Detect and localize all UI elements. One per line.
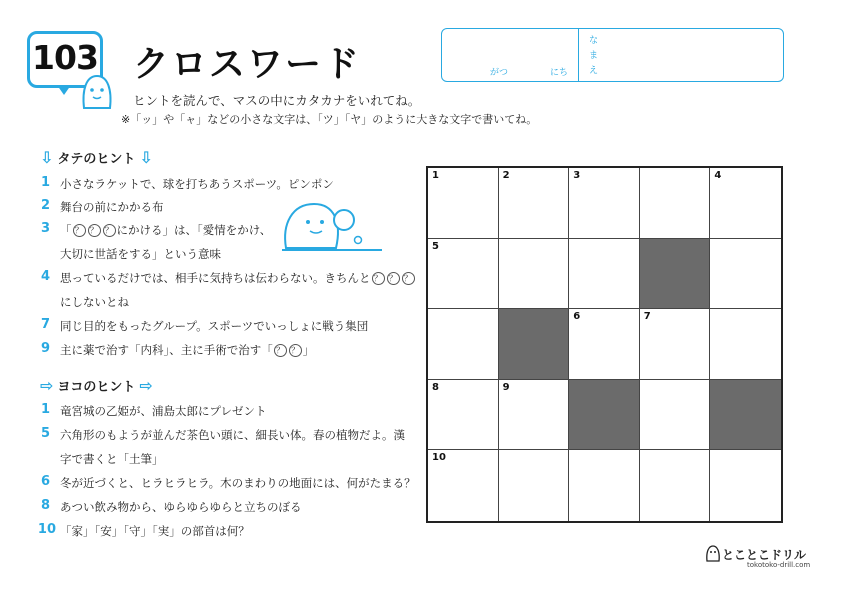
tate-hint-text: 同じ目的をもったグループ。スポーツでいっしょに戦う集団 [60, 319, 369, 333]
tate-hint-text-cont: にしないとね [60, 295, 129, 309]
name-date-box[interactable] [441, 28, 784, 82]
grid-cell[interactable] [569, 309, 640, 380]
tate-hint-text: 主に薬で治す「内科」、主に手術で治す「 ？ ？ 」 [60, 343, 315, 357]
blank-mark: ？ [73, 224, 86, 237]
cell-number: 4 [714, 170, 722, 181]
instruction: ヒントを読んで、マスの中にカタカナをいれてね。 [133, 93, 421, 108]
grid-cell[interactable] [640, 450, 711, 521]
badge-tail [57, 85, 71, 95]
right-arrow-icon: ⇨ [139, 375, 153, 395]
ghost-playing-icon [278, 198, 386, 256]
blank-mark: ？ [88, 224, 101, 237]
grid-cell[interactable] [569, 450, 640, 521]
day-label: にち [550, 68, 569, 78]
blank-mark: ？ [103, 224, 116, 237]
yoko-hint-text-cont: 字で書くと「土筆」 [60, 452, 164, 466]
grid-cell[interactable] [499, 380, 570, 451]
grid-cell[interactable] [499, 168, 570, 239]
cell-number: 5 [432, 240, 439, 252]
tate-hint-text: 舞台の前にかかる布 [60, 200, 164, 214]
grid-cell-black [499, 309, 570, 380]
yoko-hint-number: 8 [40, 498, 50, 513]
right-arrow-icon: ⇨ [40, 375, 54, 395]
brand-logo: とことこドリル [722, 548, 807, 562]
tate-hint-number: 7 [40, 317, 50, 332]
grid-cell-black [569, 380, 640, 451]
grid-cell[interactable] [710, 239, 781, 310]
tate-hint-text: 思っているだけでは、相手に気持ちは伝わらない。きちんと ？ ？ ？ [60, 270, 416, 286]
yoko-hint-text: 六角形のもようが並んだ茶色い頭に、細長い体。春の植物だよ。漢 [60, 428, 405, 442]
blank-mark: ？ [402, 272, 415, 285]
tate-hint-text: 小さなラケットで、球を打ちあうスポーツ。ピンポン [60, 177, 334, 191]
grid-cell[interactable] [499, 450, 570, 521]
name-label-3: え [589, 66, 599, 76]
crossword-grid [426, 166, 783, 523]
tate-heading-label: タテのヒント [57, 152, 136, 167]
instruction-note: ※「ッ」や「ャ」などの小さな文字は、「ツ」「ヤ」のように大きな文字で書いてね。 [121, 113, 538, 126]
month-label: がつ [490, 68, 509, 78]
grid-cell-black [640, 239, 711, 310]
yoko-heading [40, 376, 153, 395]
grid-cell[interactable] [569, 239, 640, 310]
yoko-hint-number: 5 [40, 426, 50, 441]
tate-heading [40, 148, 153, 167]
down-arrow-icon: ⇩ [40, 147, 54, 167]
cell-number: 9 [502, 381, 510, 393]
cell-number: 1 [432, 170, 439, 181]
yoko-hint-text: あつい飲み物から、ゆらゆらゆらと立ちのぼる [60, 500, 302, 514]
tate-hint-number: 2 [40, 198, 50, 213]
name-label-2: ま [589, 51, 599, 61]
brand-url: tokotoko-drill.com [747, 561, 811, 569]
cell-number: 8 [432, 381, 439, 393]
tate-hint-text: 「 ？ ？ ？ にかける」は、「愛情をかけ、 [60, 223, 272, 237]
tate-hint-number: 4 [40, 269, 50, 284]
grid-cell[interactable] [710, 309, 781, 380]
cell-number: 2 [502, 170, 510, 181]
blank-mark: ？ [372, 272, 385, 285]
cell-number: 7 [643, 311, 651, 323]
yoko-hint-number: 10 [37, 522, 56, 537]
grid-cell[interactable] [428, 168, 499, 239]
grid-cell[interactable] [640, 168, 711, 239]
grid-cell[interactable] [710, 168, 781, 239]
yoko-hint-text: 冬が近づくと、ヒラヒラヒラ。木のまわりの地面には、何がたまる？ [60, 476, 416, 490]
yoko-hint-number: 6 [40, 474, 50, 489]
cell-number: 10 [432, 452, 446, 464]
grid-cell[interactable] [428, 309, 499, 380]
tate-hint-number: 1 [40, 175, 50, 190]
grid-cell[interactable] [569, 168, 640, 239]
problem-number: 103 [32, 38, 98, 77]
grid-cell[interactable] [499, 239, 570, 310]
logo-ghost-icon [706, 545, 720, 563]
down-arrow-icon: ⇩ [139, 147, 153, 167]
grid-cell[interactable] [640, 309, 711, 380]
cell-number: 6 [573, 311, 581, 323]
grid-cell[interactable] [710, 450, 781, 521]
cell-number: 3 [573, 170, 581, 181]
grid-cell-black [710, 380, 781, 451]
grid-cell[interactable] [640, 380, 711, 451]
blank-mark: ？ [289, 344, 302, 357]
grid-cell[interactable] [428, 450, 499, 521]
name-label-1: な [589, 36, 599, 46]
blank-mark: ？ [274, 344, 287, 357]
namebox-divider [578, 29, 579, 81]
tate-hint-text-cont: 大切に世話をする」という意味 [60, 247, 221, 261]
tate-hint-number: 3 [40, 221, 50, 236]
tate-hint-number: 9 [40, 341, 50, 356]
grid-cell[interactable] [428, 239, 499, 310]
yoko-hint-text: 竜宮城の乙姫が、浦島太郎にプレゼント [60, 404, 267, 418]
blank-mark: ？ [387, 272, 400, 285]
page-title: クロスワード [133, 44, 362, 85]
ghost-mascot-icon [80, 70, 114, 114]
yoko-heading-label: ヨコのヒント [57, 380, 136, 395]
yoko-hint-number: 1 [40, 402, 50, 417]
yoko-hint-text: 「家」「安」「守」「実」の部首は何？ [60, 524, 250, 538]
grid-cell[interactable] [428, 380, 499, 451]
